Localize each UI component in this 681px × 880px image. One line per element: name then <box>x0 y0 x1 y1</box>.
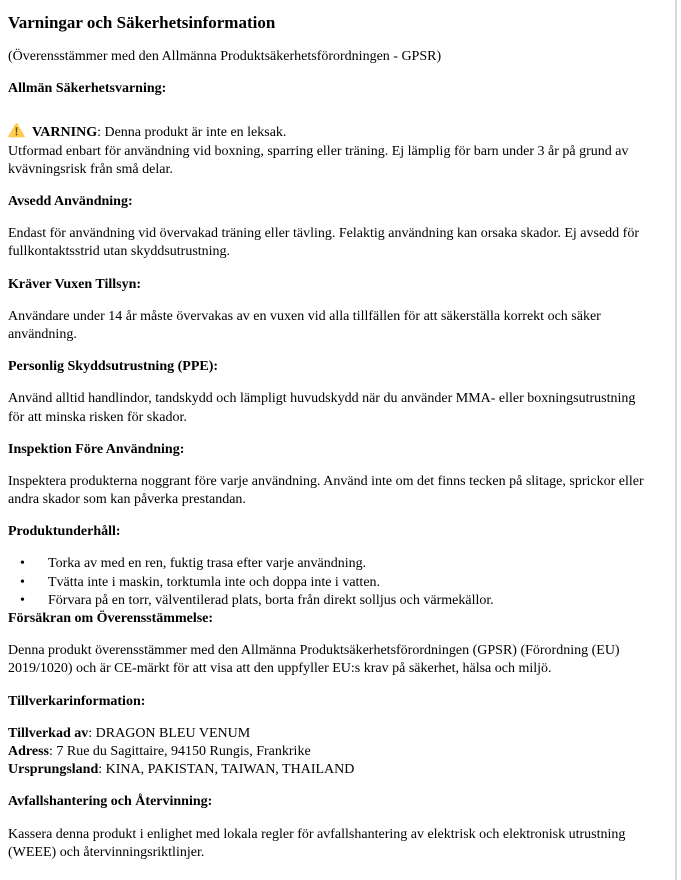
inspection-body: Inspektera produkterna noggrant före varje användning. Använd inte om det finns tecken på slitage, sprickor eller andra skador som kan påverka prestandan. <box>8 473 644 508</box>
heading-intended-use: Avsedd Användning: <box>8 194 133 210</box>
warning-label: VARNING <box>32 125 98 141</box>
warning-paragraph <box>8 122 653 179</box>
origin-row <box>8 761 653 779</box>
gpsr-subtitle: (Överensstämmer med den Allmänna Produktsäkerhetsförordningen - GPSR) <box>8 49 442 65</box>
address-label: Adress <box>8 743 49 759</box>
section-supervision <box>8 276 653 345</box>
origin-value: : KINA, PAKISTAN, TAIWAN, THAILAND <box>98 762 355 778</box>
warning-triangle-icon <box>8 122 25 138</box>
maintenance-list-item: • Tvätta inte i maskin, torktumla inte och doppa inte i vatten. <box>8 574 653 592</box>
conformity-body: Denna produkt överensstämmer med den Allmänna Produktsäkerhetsförordningen (GPSR) (Förordning (EU) 2019/1020) och är CE-märkt för att visa att den uppfyller EU:s krav på säkerhet, hälsa och miljö. <box>8 643 620 677</box>
heading-manufacturer: Tillverkarinformation: <box>8 693 146 709</box>
supervision-body: Användare under 14 år måste övervakas av en vuxen vid alla tillfällen för att säkerställa korrekt och säker användning. <box>8 308 601 342</box>
disposal-body: Kassera denna produkt i enlighet med lokala regler för avfallshantering av elektrisk och elektronisk utrustning (WEEE) och återvinningsriktlinjer. <box>8 826 626 860</box>
page-title: Varningar och Säkerhetsinformation <box>8 13 276 32</box>
section-conformity <box>8 610 653 679</box>
address-row <box>8 743 653 761</box>
heading-supervision: Kräver Vuxen Tillsyn: <box>8 276 142 292</box>
section-disposal <box>8 793 653 862</box>
heading-ppe: Personlig Skyddsutrustning (PPE): <box>8 359 219 375</box>
section-general-safety <box>8 80 653 179</box>
warning-line <box>8 122 653 142</box>
maintenance-list <box>8 555 653 610</box>
maintenance-list-item: • Torka av med en ren, fuktig trasa efter varje användning. <box>8 555 653 573</box>
page-edge-line <box>675 0 677 880</box>
origin-label: Ursprungsland <box>8 762 99 778</box>
manufacturer-row <box>8 725 653 743</box>
heading-inspection: Inspektion Före Användning: <box>8 441 185 457</box>
heading-disposal: Avfallshantering och Återvinning: <box>8 794 213 810</box>
ppe-body: Använd alltid handlindor, tandskydd och lämpligt huvudskydd när du använder MMA- eller boxningsutrustning för att minska risken för skador. <box>8 391 636 425</box>
manufacturer-details <box>8 725 653 780</box>
section-intended-use <box>8 193 653 262</box>
address-value: : 7 Rue du Sagittaire, 94150 Rungis, Frankrike <box>48 743 311 759</box>
section-manufacturer <box>8 693 653 780</box>
intended-use-body: Endast för användning vid övervakad träning eller tävling. Felaktig användning kan orsaka skador. Ej avsedd för fullkontaktsstrid utan skyddsutrustning. <box>8 226 639 260</box>
heading-conformity: Försäkran om Överensstämmelse: <box>8 611 214 627</box>
heading-general-safety: Allmän Säkerhetsvarning: <box>8 81 167 97</box>
section-ppe <box>8 358 653 427</box>
section-maintenance <box>8 523 653 610</box>
section-inspection <box>8 441 653 510</box>
heading-maintenance: Produktunderhåll: <box>8 524 121 540</box>
maintenance-list-item: • Förvara på en torr, välventilerad plats, borta från direkt solljus och värmekällor. <box>8 592 653 610</box>
manufacturer-label: Tillverkad av <box>8 725 89 741</box>
warning-text: : Denna produkt är inte en leksak. <box>97 125 287 141</box>
manufacturer-value: : DRAGON BLEU VENUM <box>88 725 251 741</box>
warning-body: Utformad enbart för användning vid boxning, sparring eller träning. Ej lämplig för barn under 3 år på grund av kvävningsrisk från små delar. <box>8 143 629 177</box>
